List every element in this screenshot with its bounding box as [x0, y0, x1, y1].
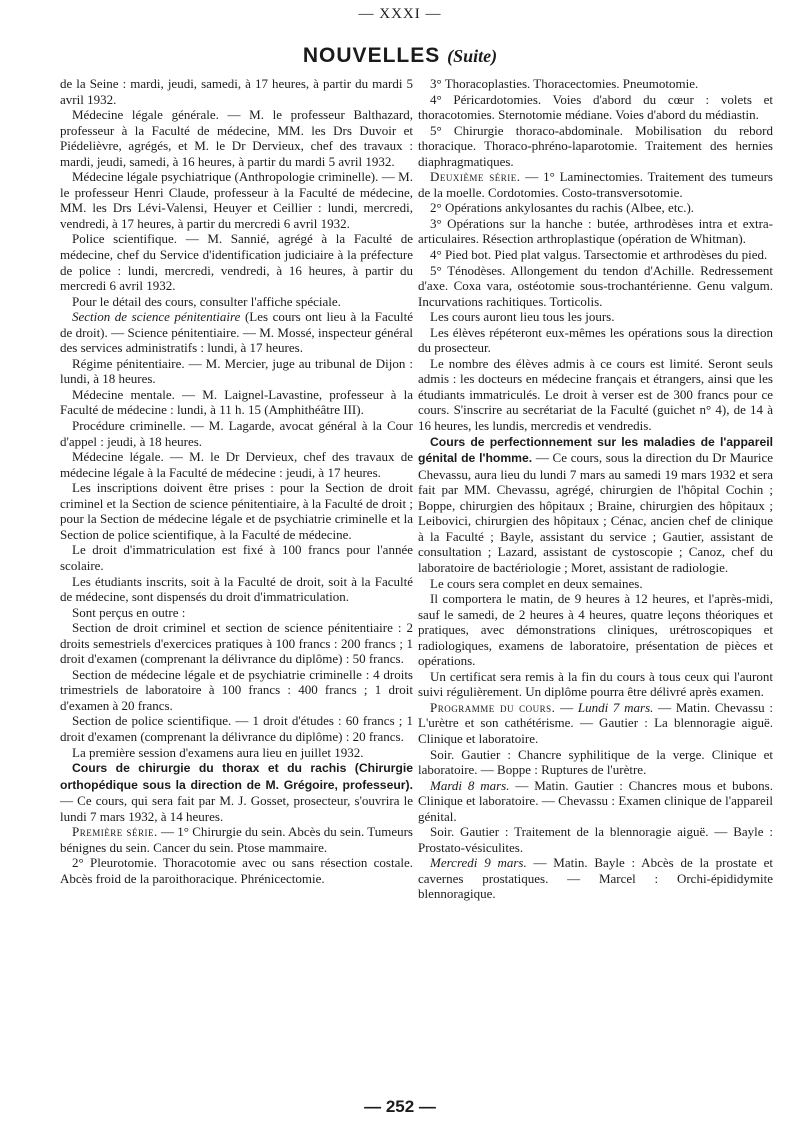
paragraph: Section de médecine légale et de psychiatrie criminelle : 4 droits trimestriels de laboratoire à 100 francs : 400 francs ; 1 droit d'examen à 20 francs. [60, 666, 413, 713]
page-number: — 252 — [364, 1097, 436, 1116]
paragraph: 5° Ténodèses. Allongement du tendon d'Achille. Redressement d'axe. Coxa vara, ostéotomie sous-trochantérienne. Genu valgum. Incurvations rachitiques. Torticolis. [418, 262, 773, 309]
series-label: Deuxième série. [430, 169, 521, 185]
paragraph: 2° Opérations ankylosantes du rachis (Albee, etc.). [430, 200, 695, 216]
heading-title: NOUVELLES [302, 44, 441, 67]
program-label: Programme du cours. [430, 699, 556, 715]
left-column [60, 76, 413, 886]
paragraph: Médecine légale. — M. le Dr Dervieux, chef des travaux de médecine légale à la Faculté de médecine : jeudi, à 17 heures. [60, 449, 413, 480]
paragraph-text: (Les cours ont lieu à la Faculté de droit). — Science pénitentiaire. — M. Mossé, inspecteur général des services administratifs : lundi, à 17 heures. [60, 309, 414, 356]
page-number-value: 252 [385, 1097, 415, 1116]
paragraph: Le cours sera complet en deux semaines. [430, 575, 643, 591]
paragraph-text: — Ce cours, sous la direction du Dr Maurice Chevassu, aura lieu du lundi 7 mars au samedi 19 mars 1932 et sera fait par MM. Chevassu, agrégé, chirurgien de l'hôpital Cochin ; Boppe, chirurgien des hôpitaux ; Braine, chirurgien des hôpitaux ; Leibovici, chirurgien des hôpitaux ; Cénac, ancien chef de clinique à la Faculté ; Bayle, assistant du service ; Gautier, assistant de consultation ; Lazard, assistant de cystoscopie ; Canoz, chef du laboratoire de bactériologie ; Moret, assistant de radiologie. [418, 450, 773, 575]
paragraph-text: — Matin. Chevassu : L'urètre et son cathétérisme. — Gautier : La blennoragie aiguë. Clinique et laboratoire. [418, 699, 774, 746]
heading-suffix: (Suite) [447, 46, 498, 66]
paragraph: Un certificat sera remis à la fin du cours à tous ceux qui l'auront suivi régulièrement. Un diplôme pourra être délivré après examen. [418, 668, 773, 700]
paragraph: Les étudiants inscrits, soit à la Faculté de droit, soit à la Faculté de médecine, sont dispensés du droit d'immatriculation. [60, 573, 413, 605]
paragraph: Les élèves répéteront eux-mêmes les opérations sous la direction du prosecteur. [418, 324, 773, 356]
day-label: Lundi 7 mars. [577, 699, 654, 715]
paragraph: de la Seine : mardi, jeudi, samedi, à 17 heures, à partir du mardi 5 avril 1932. [60, 76, 413, 107]
paragraph: Les inscriptions doivent être prises : pour la Section de droit criminel et la Section de science pénitentiaire, à la Faculté de droit ; pour la Section de médecine légale et de psychiatrie criminelle et la Section de police scientifique, à la Faculté de médecine. [60, 480, 413, 542]
right-column [418, 76, 773, 902]
series-label: Première série. [72, 824, 158, 840]
paragraph-text: — Matin. Gautier : Chancres mous et bubons. Clinique et laboratoire. — Chevassu : Examen clinique de l'appareil génital. [418, 777, 773, 824]
paragraph: Médecine légale psychiatrique (Anthropologie criminelle). — M. le professeur Henri Claude, professeur à la Faculté de médecine, MM. les Drs Lévi-Valensi, Heuyer et Ceillier : lundi, mercredi, vendredi, à 17 heures, à partir du mercredi 6 avril 1932. [60, 169, 413, 231]
paragraph: Section de police scientifique. — 1 droit d'études : 60 francs ; 1 droit d'examen (comprenant la délivrance du diplôme) : 20 francs. [60, 713, 413, 744]
paragraph: Section de droit criminel et section de science pénitentiaire : 2 droits semestriels d'exercices pratiques à 100 francs : 200 francs ; 1 droit d'examen (comprenant la délivrance du diplôme) : 50 francs. [60, 620, 413, 667]
paragraph: Soir. Gautier : Chancre syphilitique de la verge. Clinique et laboratoire. — Boppe : Ruptures de l'urètre. [418, 746, 773, 778]
paragraph: Le droit d'immatriculation est fixé à 100 francs pour l'année scolaire. [60, 542, 413, 573]
roman-page-number: — XXXI — [358, 6, 442, 22]
paragraph: Médecine légale générale. — M. le professeur Balthazard, professeur à la Faculté de médecine, MM. les Drs Duvoir et Piédelièvre, agrégés, et M. le Dr Dervieux, chef des travaux : mardi, jeudi, samedi, à 16 heures, à partir du mardi 5 avril 1932. [60, 107, 413, 169]
paragraph: Régime pénitentiaire. — M. Mercier, juge au tribunal de Dijon : lundi, à 18 heures. [60, 355, 413, 387]
section-label: Section de science pénitentiaire [72, 309, 241, 325]
paragraph [418, 169, 773, 200]
paragraph-text: — Matin. Bayle : Abcès de la prostate et cavernes prostatiques. — Marcel : Orchi-épididymite blennoragique. [418, 855, 773, 902]
paragraph: 5° Chirurgie thoraco-abdominale. Mobilisation du rebord thoracique. Thoraco-phréno-laparotomie. Traitement des hernies diaphragmatiques. [418, 122, 773, 169]
paragraph: Sont perçus en outre : [72, 604, 186, 620]
paragraph: Pour le détail des cours, consulter l'affiche spéciale. [72, 293, 341, 309]
paragraph-text: — Ce cours, qui sera fait par M. J. Gosset, prosecteur, s'ouvrira le lundi 7 mars 1932, à 14 heures. [60, 793, 413, 824]
paragraph: Le nombre des élèves admis à ce cours est limité. Seront seuls admis : les docteurs en médecine français et étrangers, ainsi que les étudiants immatriculés. Le droit à verser est de 300 francs pour ce cours. S'inscrire au secrétariat de la Faculté (guichet n° 4), de 14 à 16 heures, les lundis, mercredis et vendredis. [418, 355, 773, 434]
paragraph: Soir. Gautier : Traitement de la blennoragie aiguë. — Bayle : Prostato-vésiculites. [418, 824, 773, 855]
paragraph: La première session d'examens aura lieu en juillet 1932. [72, 744, 364, 760]
paragraph: 3° Opérations sur la hanche : butée, arthrodèses intra et extra-articulaires. Résection arthroplastique (opération de Whitman). [418, 215, 773, 247]
paragraph [418, 855, 773, 902]
paragraph [60, 760, 413, 824]
paragraph: Médecine mentale. — M. Laignel-Lavastine, professeur à la Faculté de médecine : lundi, à 11 h. 15 (Amphithéâtre III). [60, 386, 413, 418]
paragraph: Programme du cours. — Lundi 7 mars. — Matin. Chevassu : L'urètre et son cathétérisme. — Gautier : La blennoragie aiguë. Clinique et laboratoire. [418, 699, 774, 746]
paragraph: Procédure criminelle. — M. Lagarde, avocat général à la Cour d'appel : jeudi, à 18 heures. [60, 418, 413, 449]
paragraph-text: — 1° Laminectomies. Traitement des tumeurs de la moelle. Cordotomies. Costo-transversotomie. [418, 169, 773, 200]
paragraph-text: — 1° Chirurgie du sein. Abcès du sein. Tumeurs bénignes du sein. Cancer du sein. Ptose mammaire. [60, 824, 413, 855]
paragraph: 4° Pied bot. Pied plat valgus. Tarsectomie et arthrodèses du pied. [430, 247, 768, 263]
course-title: Cours de chirurgie du thorax et du rachis (Chirurgie orthopédique sous la direction de M. Grégoire, professeur). [60, 761, 413, 792]
paragraph: 3° Thoracoplasties. Thoracectomies. Pneumotomie. [430, 76, 699, 91]
paragraph [418, 778, 773, 825]
day-label: Mercredi 9 mars. [430, 855, 527, 871]
paragraph [60, 309, 413, 356]
paragraph: 4° Péricardotomies. Voies d'abord du cœur : volets et thoracotomies. Sternotomie médiane. Voies d'abord du médiastin. [418, 91, 773, 123]
paragraph [418, 434, 773, 576]
paragraph: Les cours auront lieu tous les jours. [430, 309, 615, 325]
paragraph: Il comportera le matin, de 9 heures à 12 heures, et l'après-midi, sauf le samedi, de 2 heures à 4 heures, quatre leçons théoriques et pratiques, avec démonstrations cliniques, urétroscopiques et radiologiques, examens de laboratoire, présentation de pièces et opérations. [418, 591, 773, 669]
course-title: Cours de perfectionnement sur les maladies de l'appareil génital de l'homme. [418, 434, 773, 466]
paragraph [60, 824, 413, 855]
paragraph: 2° Pleurotomie. Thoracotomie avec ou sans résection costale. Abcès froid de la paroithoracique. Phrénicectomie. [60, 855, 413, 886]
section-heading [0, 44, 800, 68]
paragraph: Police scientifique. — M. Sannié, agrégé à la Faculté de médecine, chef du Service d'identification judiciaire à la préfecture de police : lundi, mercredi, vendredi, à 16 heures, à partir du mercredi 6 avril 1932. [60, 231, 413, 294]
day-label: Mardi 8 mars. [430, 777, 510, 793]
